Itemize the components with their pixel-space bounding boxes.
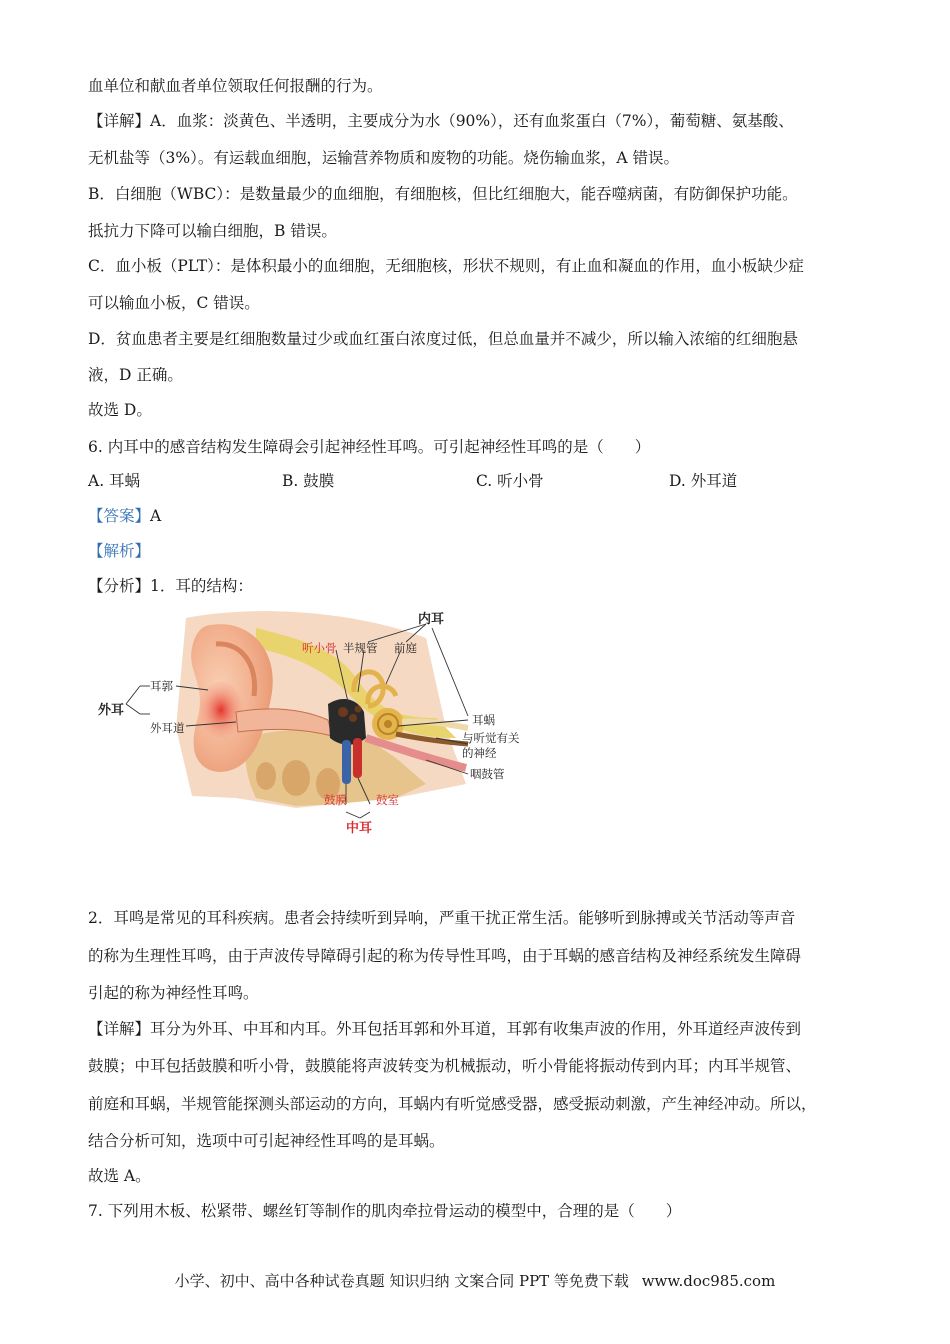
option-d: D. 外耳道 [669,472,738,490]
text-line: D．贫血患者主要是红细胞数量过少或血红蛋白浓度过低，但总血量并不减少，所以输入浓缩的红细胞悬 [88,330,798,348]
footer-url[interactable]: www.doc985.com [641,1272,776,1290]
label-middle-ear: 中耳 [346,821,373,836]
answer-value: A [150,507,162,525]
label-auricle: 耳郭 [150,679,173,693]
ear-structure-figure [96,608,536,844]
label-semicircular-canal: 半规管 [343,641,378,655]
label-ossicles: 听小骨 [302,641,337,655]
text-line: 前庭和耳蜗，半规管能探测头部运动的方向，耳蜗内有听觉感受器，感受振动刺激，产生神经冲动。所以， [88,1095,817,1113]
text-line: 引起的称为神经性耳鸣。 [88,984,259,1002]
text-line: 液，D 正确。 [88,366,183,384]
answer-label: 【答案】 [88,507,151,525]
option-a: A. 耳蜗 [88,472,141,490]
text-line: 故选 D。 [88,401,152,419]
text-line: C．血小板（PLT）：是体积最小的血细胞，无细胞核，形状不规则，有止血和凝血的作用，血小板缺少症 [88,257,804,275]
label-outer-ear: 外耳 [98,703,125,718]
footer-text: 小学、初中、高中各种试卷真题 知识归纳 文案合同 PPT 等免费下载 [174,1272,629,1290]
text-line: 鼓膜；中耳包括鼓膜和听小骨，鼓膜能将声波转变为机械振动，听小骨能将振动传到内耳；内耳半规管、 [88,1057,802,1075]
analysis-line: 【分析】1．耳的结构： [88,577,253,595]
answer-line [88,506,161,526]
label-vestibule: 前庭 [394,641,417,655]
label-tympanic-cavity: 鼓室 [376,793,399,807]
text-line: 抵抗力下降可以输白细胞，B 错误。 [88,222,337,240]
text-line: 的称为生理性耳鸣，由于声波传导障碍引起的称为传导性耳鸣，由于耳蜗的感音结构及神经系统发生障碍 [88,947,802,965]
label-ear-canal: 外耳道 [150,721,185,735]
question-7: 7. 下列用木板、松紧带、螺丝钉等制作的肌肉牵拉骨运动的模型中，合理的是（ ） [88,1202,682,1220]
text-line: 无机盐等（3%）。有运载血细胞，运输营养物质和废物的功能。烧伤输血浆，A 错误。 [88,149,679,167]
text-line: B．白细胞（WBC）：是数量最少的血细胞，有细胞核，但比红细胞大，能吞噬病菌，有防御保护功能。 [88,185,798,203]
page-footer [0,1270,950,1291]
text-line: 可以输血小板，C 错误。 [88,294,260,312]
text-line: 结合分析可知，选项中可引起神经性耳鸣的是耳蜗。 [88,1132,445,1150]
option-c: C. 听小骨 [476,472,544,490]
label-nerve-line2: 的神经 [462,746,497,760]
text-line: 故选 A。 [88,1167,151,1185]
question-6: 6. 内耳中的感音结构发生障碍会引起神经性耳鸣。可引起神经性耳鸣的是（ ） [88,438,651,456]
text-line: 血单位和献血者单位领取任何报酬的行为。 [88,77,383,95]
option-b: B. 鼓膜 [282,472,335,490]
text-line: 2．耳鸣是常见的耳科疾病。患者会持续听到异响，严重干扰正常生活。能够听到脉搏或关节活动等声音 [88,909,796,927]
label-eustachian-tube: 咽鼓管 [470,767,505,781]
label-inner-ear: 内耳 [418,612,445,627]
label-cochlea: 耳蜗 [472,713,495,727]
text-line: 【详解】A．血浆：淡黄色、半透明，主要成分为水（90%），还有血浆蛋白（7%），葡萄糖、氨基酸、 [88,112,794,130]
label-eardrum: 鼓膜 [324,793,347,807]
label-nerve-line1: 与听觉有关 [462,731,520,745]
analysis-label: 【解析】 [88,542,151,560]
text-line: 【详解】耳分为外耳、中耳和内耳。外耳包括耳郭和外耳道，耳郭有收集声波的作用，外耳道经声波传到 [88,1020,802,1038]
